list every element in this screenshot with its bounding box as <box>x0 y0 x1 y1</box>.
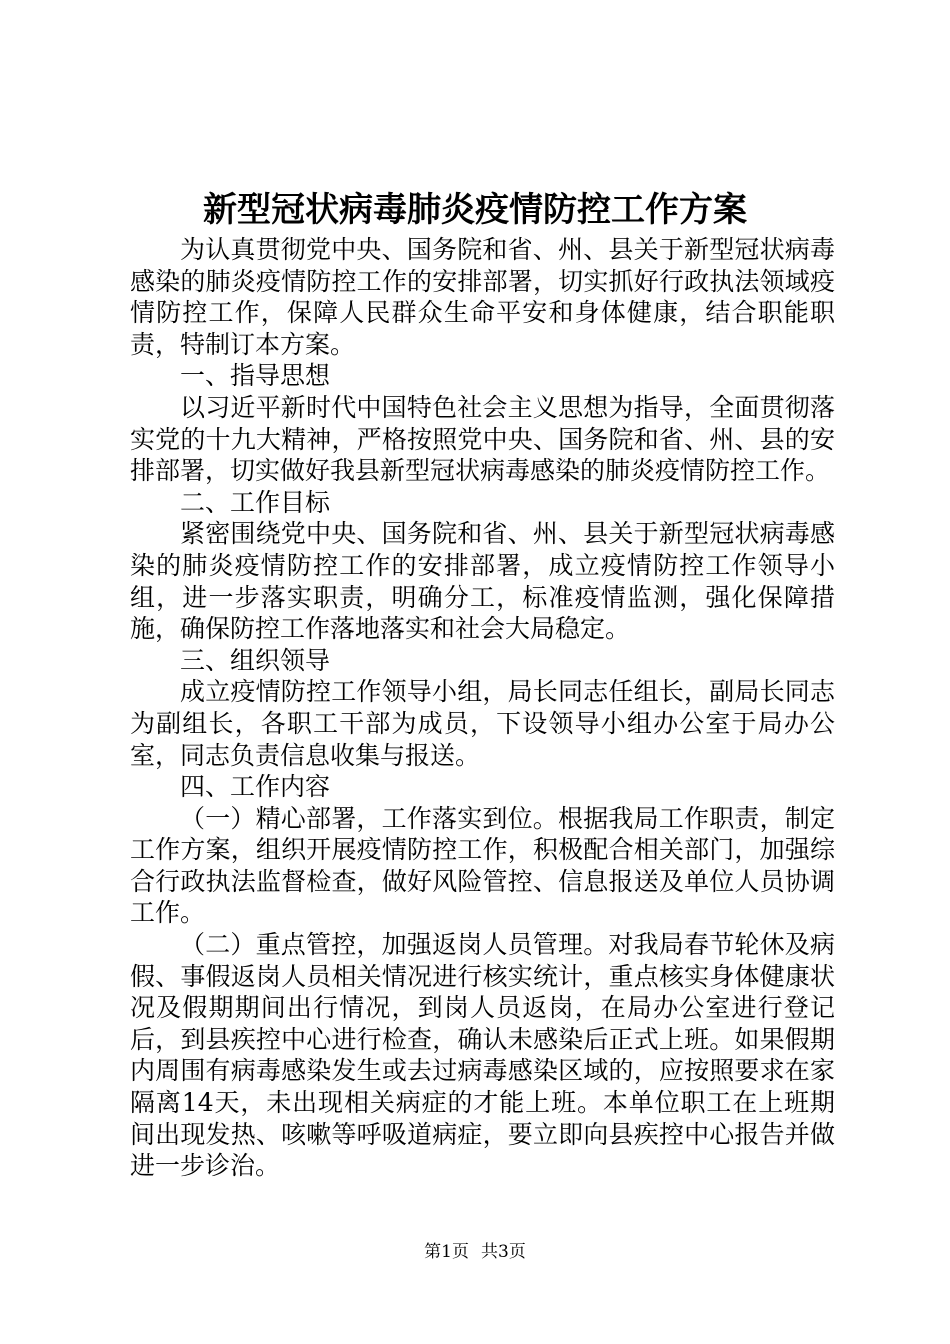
intro-paragraph: 为认真贯彻党中央、国务院和省、州、县关于新型冠状病毒感染的肺炎疫情防控工作的安排部署，切实抓好行政执法领域疫情防控工作，保障人民群众生命平安和身体健康，结合职能职责，特制订本方案。 <box>130 235 835 359</box>
total-pages: 共3页 <box>481 1242 526 1262</box>
document-title: 新型冠状病毒肺炎疫情防控工作方案 <box>203 190 747 230</box>
section-heading-work-content: 四、工作内容 <box>180 772 331 802</box>
section-paragraph: 紧密围绕党中央、国务院和省、州、县关于新型冠状病毒感染的肺炎疫情防控工作的安排部署，成立疫情防控工作领导小组，进一步落实职责，明确分工，标准疫情监测，强化保障措施，确保防控工作落地落实和社会大局稳定。 <box>130 519 835 644</box>
page-number: 第1页 <box>424 1242 469 1262</box>
section-paragraph: （一）精心部署，工作落实到位。根据我局工作职责，制定工作方案，组织开展疫情防控工作，积极配合相关部门，加强综合行政执法监督检查，做好风险管控、信息报送及单位人员协调工作。 <box>130 803 835 928</box>
section-heading-guiding-ideology: 一、指导思想 <box>180 361 331 391</box>
page-footer <box>0 1241 950 1263</box>
section-paragraph: （二）重点管控，加强返岗人员管理。对我局春节轮休及病假、事假返岗人员相关情况进行核实统计，重点核实身体健康状况及假期期间出行情况，到岗人员返岗，在局办公室进行登记后，到县疾控中心进行检查，确认未感染后正式上班。如果假期内周围有病毒感染发生或去过病毒感染区域的，应按照要求在家隔离14天，未出现相关病症的才能上班。本单位职工在上班期间出现发热、咳嗽等呼吸道病症，要立即向县疾控中心报告并做进一步诊治。 <box>130 930 835 1181</box>
section-paragraph: 以习近平新时代中国特色社会主义思想为指导，全面贯彻落实党的十九大精神，严格按照党中央、国务院和省、州、县的安排部署，切实做好我县新型冠状病毒感染的肺炎疫情防控工作。 <box>130 392 835 486</box>
document-body <box>130 234 835 1182</box>
section-heading-work-goals: 二、工作目标 <box>180 487 331 517</box>
section-paragraph: 成立疫情防控工作领导小组，局长同志任组长，副局长同志为副组长，各职工干部为成员，下设领导小组办公室于局办公室，同志负责信息收集与报送。 <box>130 677 835 770</box>
section-heading-organization: 三、组织领导 <box>180 645 331 675</box>
